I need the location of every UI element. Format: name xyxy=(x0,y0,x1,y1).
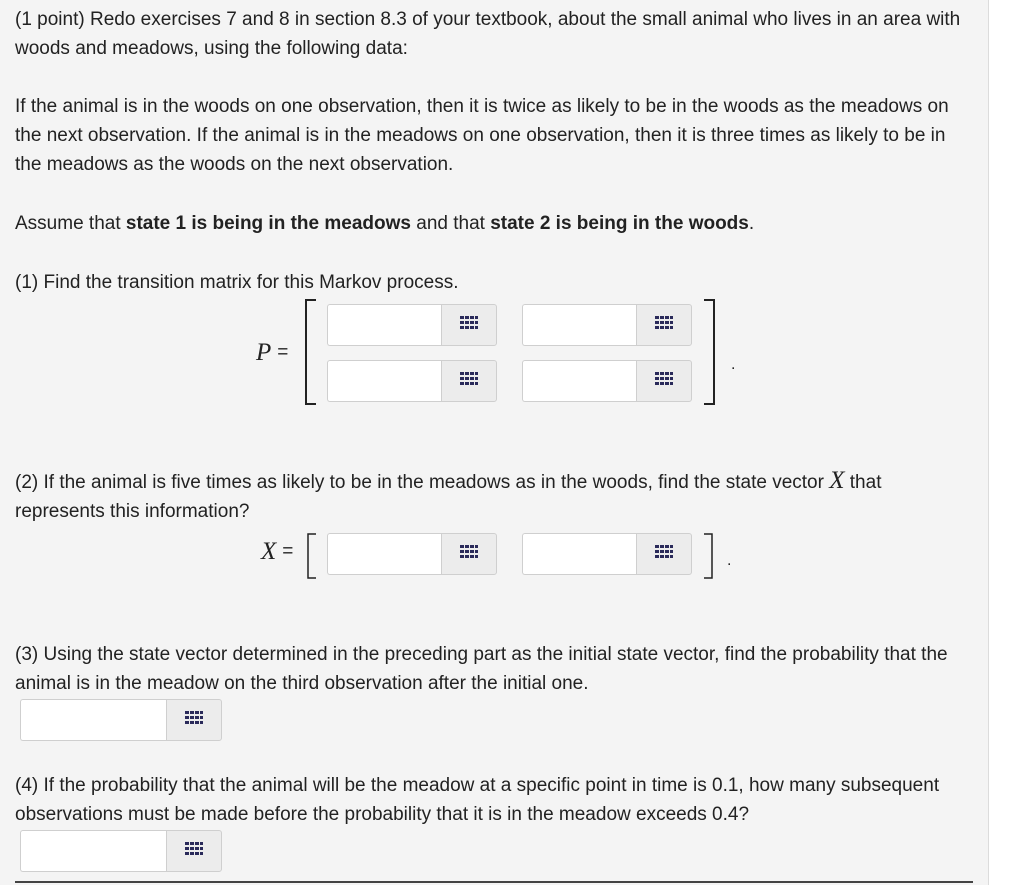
vector-x-label xyxy=(261,538,293,566)
part4-question: (4) If the probability that the animal will be the meadow at a specific point in time is 0.1, how many subsequent observations must be made before the probability that it is in the meadow exceeds 0.4? xyxy=(15,775,940,825)
x2-grid-button[interactable] xyxy=(636,533,692,575)
equals-sign: = xyxy=(277,342,289,363)
x-variable: X xyxy=(261,538,277,565)
grid-icon xyxy=(460,372,478,391)
vector-x-entry-1 xyxy=(327,533,497,575)
x-variable-inline: X xyxy=(829,467,845,494)
p12-grid-button[interactable] xyxy=(636,304,692,346)
part3-answer-input[interactable] xyxy=(20,699,167,741)
state-assumption xyxy=(15,209,965,238)
vector-x-entry-2 xyxy=(522,533,692,575)
x2-input[interactable] xyxy=(522,533,638,575)
matrix-right-bracket xyxy=(700,298,720,406)
p21-grid-button[interactable] xyxy=(441,360,497,402)
p22-input[interactable] xyxy=(522,360,638,402)
grid-icon xyxy=(185,711,203,730)
assume-prefix: Assume that xyxy=(15,213,126,234)
equals-sign: = xyxy=(282,541,294,562)
part2-question xyxy=(15,466,965,526)
part3-answer-field xyxy=(20,699,223,741)
grid-icon xyxy=(655,372,673,391)
problem-data: If the animal is in the woods on one observation, then it is twice as likely to be in the woods as the meadows on the next observation. If the animal is in the meadows on one observation, then it is three times as likely to be in the meadows as the woods on the next observation. xyxy=(15,96,949,175)
matrix-p-row2-col2 xyxy=(522,360,692,402)
x1-input[interactable] xyxy=(327,533,443,575)
part1-question: (1) Find the transition matrix for this Markov process. xyxy=(15,272,459,293)
problem-intro: (1 point) Redo exercises 7 and 8 in section 8.3 of your textbook, about the small animal who lives in an area with woods and meadows, using the following data: xyxy=(15,9,961,59)
part4-answer-field xyxy=(20,830,223,872)
part3-question: (3) Using the state vector determined in the preceding part as the initial state vector, find the probability that the animal is in the meadow on the third observation after the initial one. xyxy=(15,644,948,694)
grid-icon xyxy=(655,316,673,335)
part4-answer-input[interactable] xyxy=(20,830,167,872)
state1-definition: state 1 is being in the meadows xyxy=(125,213,411,234)
p21-input[interactable] xyxy=(327,360,443,402)
p12-input[interactable] xyxy=(522,304,638,346)
vector-right-bracket xyxy=(700,532,720,580)
grid-icon xyxy=(460,545,478,564)
p-variable: P xyxy=(256,339,272,366)
grid-icon xyxy=(655,545,673,564)
bottom-divider xyxy=(15,881,973,883)
x1-grid-button[interactable] xyxy=(441,533,497,575)
matrix-p-row2-col1 xyxy=(327,360,497,402)
vector-left-bracket xyxy=(300,532,320,580)
assume-middle: and that xyxy=(410,213,491,234)
part4-grid-button[interactable] xyxy=(166,830,222,872)
part2-question-pre: (2) If the animal is five times as likely to be in the meadows as in the woods, find the state vector xyxy=(15,472,830,493)
grid-icon xyxy=(185,842,203,861)
p11-grid-button[interactable] xyxy=(441,304,497,346)
matrix-p-row1-col1 xyxy=(327,304,497,346)
part2-question-post: that represents this information? xyxy=(15,472,882,522)
matrix-p-row1-col2 xyxy=(522,304,692,346)
assume-suffix: . xyxy=(748,213,755,234)
p11-input[interactable] xyxy=(327,304,443,346)
vector-period: . xyxy=(727,552,732,569)
matrix-p-label xyxy=(256,339,288,367)
matrix-period: . xyxy=(731,356,736,373)
state2-definition: state 2 is being in the woods xyxy=(490,213,749,234)
part3-grid-button[interactable] xyxy=(166,699,222,741)
grid-icon xyxy=(460,316,478,335)
matrix-left-bracket xyxy=(300,298,320,406)
p22-grid-button[interactable] xyxy=(636,360,692,402)
